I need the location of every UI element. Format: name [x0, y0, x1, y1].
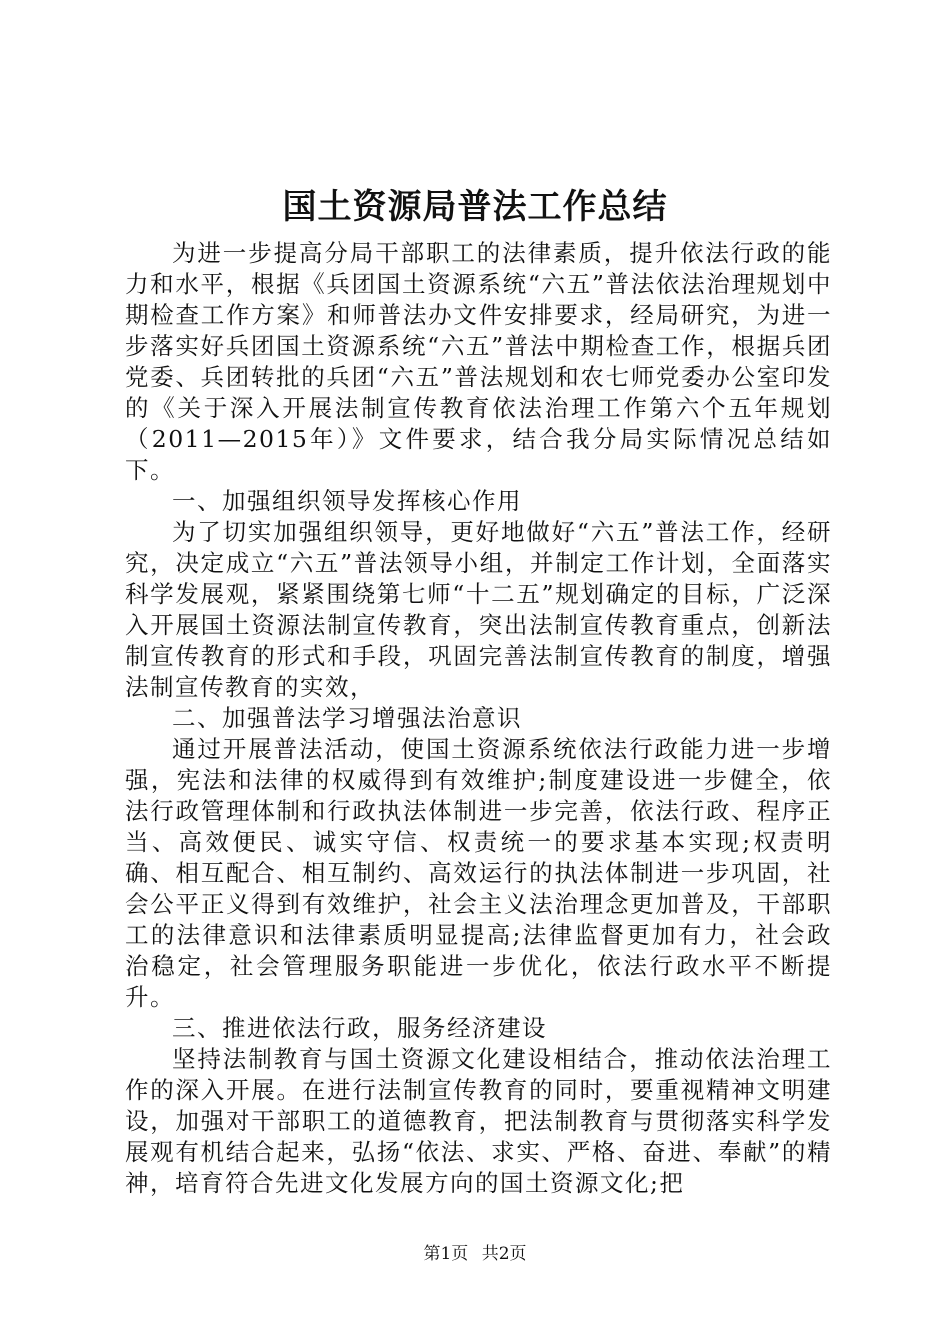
section-heading-1: 一、加强组织领导发挥核心作用 — [172, 487, 522, 515]
document-body — [125, 238, 832, 1199]
page-footer — [0, 1242, 950, 1266]
paragraph-section-3: 坚持法制教育与国土资源文化建设相结合，推动依法治理工作的深入开展。在进行法制宣传教育的同时，要重视精神文明建设，加强对干部职工的道德教育，把法制教育与贯彻落实科学发展观有机结合起来，弘扬“依法、求实、严格、奋进、奉献”的精神，培育符合先进文化发展方向的国土资源文化;把 — [125, 1045, 832, 1197]
document-title: 国土资源局普法工作总结 — [282, 187, 668, 227]
paragraph-intro: 为进一步提高分局干部职工的法律素质，提升依法行政的能力和水平，根据《兵团国土资源系统“六五”普法依法治理规划中期检查工作方案》和师普法办文件安排要求，经局研究，为进一步落实好兵团国土资源系统“六五”普法中期检查工作，根据兵团党委、兵团转批的兵团“六五”普法规划和农七师党委办公室印发的《关于深入开展法制宣传教育依法治理工作第六个五年规划（2011—2015年）》文件要求，结合我分局实际情况总结如下。 — [125, 239, 832, 484]
paragraph-section-1: 为了切实加强组织领导，更好地做好“六五”普法工作，经研究，决定成立“六五”普法领导小组，并制定工作计划，全面落实科学发展观，紧紧围绕第七师“十二五”规划确定的目标，广泛深入开展国土资源法制宣传教育，突出法制宣传教育重点，创新法制宣传教育的形式和手段，巩固完善法制宣传教育的制度，增强法制宣传教育的实效， — [125, 518, 832, 701]
paragraph-section-2: 通过开展普法活动，使国土资源系统依法行政能力进一步增强，宪法和法律的权威得到有效维护;制度建设进一步健全，依法行政管理体制和行政执法体制进一步完善，依法行政、程序正当、高效便民、诚实守信、权责统一的要求基本实现;权责明确、相互配合、相互制约、高效运行的执法体制进一步巩固，社会公平正义得到有效维护，社会主义法治理念更加普及，干部职工的法律意识和法律素质明显提高;法律监督更加有力，社会政治稳定，社会管理服务职能进一步优化，依法行政水平不断提升。 — [125, 735, 832, 1011]
page-number: 第1页 — [423, 1244, 469, 1264]
section-heading-2: 二、加强普法学习增强法治意识 — [172, 704, 522, 732]
page-total: 共2页 — [481, 1244, 527, 1264]
section-heading-3: 三、推进依法行政，服务经济建设 — [172, 1014, 547, 1042]
